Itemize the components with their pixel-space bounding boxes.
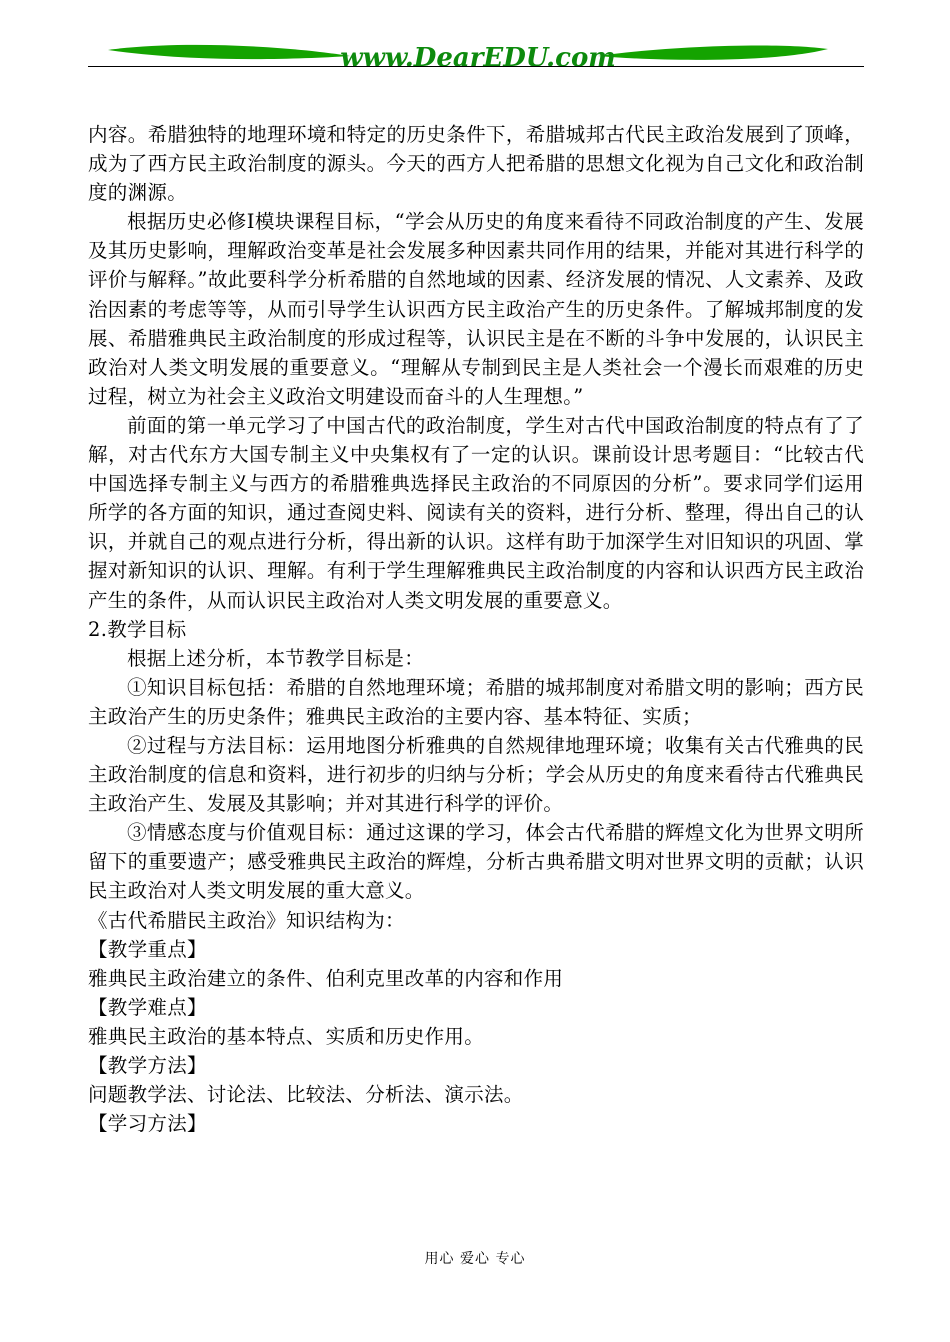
bracket-heading: 【教学难点】 <box>88 995 207 1019</box>
bracket-heading: 【教学方法】 <box>88 1054 207 1077</box>
section-heading: 2.教学目标 <box>88 617 187 641</box>
paragraph: 《古代希腊民主政治》知识结构为： <box>88 908 405 932</box>
site-logo-text: www.DearEDU.com <box>340 43 616 72</box>
header-rule <box>88 66 864 67</box>
paragraph: 根据历史必修Ⅰ模块课程目标，“学会从历史的角度来看待不同政治制度的产生、发展及其历史影响，理解政治变革是社会发展多种因素共同作用的结果，并能对其进行科学的评价与解释。”故此要科学分析希腊的自然地域的因素、经济发展的情况、人文素养、及政治因素的考虑等等，从而引导学生认识西方民主政治产生的历史条件。了解城邦制度的发展、希腊雅典民主政治制度的形成过程等，认识民主是在不断的斗争中发展的，认识民主政治对人类文明发展的重要意义。“理解从专制到民主是人类社会一个漫长而艰难的历史过程，树立为社会主义政治文明建设而奋斗的人生理想。” <box>88 210 864 408</box>
left-leaf-swoosh <box>108 45 350 59</box>
right-leaf-swoosh <box>598 45 828 59</box>
bracket-heading: 【学习方法】 <box>88 1112 207 1136</box>
objective-item: ②过程与方法目标：运用地图分析雅典的自然规律地理环境；收集有关古代雅典的民主政治制度的信息和资料，进行初步的归纳与分析；学会从历史的角度来看待古代雅典民主政治产生、发展及其影响；并对其进行科学的评价。 <box>88 733 864 816</box>
paragraph: 前面的第一单元学习了中国古代的政治制度，学生对古代中国政治制度的特点有了了解，对古代东方大国专制主义中央集权有了一定的认识。课前设计思考题目：“比较古代中国选择专制主义与西方的希腊雅典选择民主政治的不同原因的分析”。要求同学们运用所学的各方面的知识，通过查阅史料、阅读有关的资料，进行分析、整理，得出自己的认识，并就自己的观点进行分析，得出新的认识。这样有助于加深学生对旧知识的巩固、掌握对新知识的认识、理解。有利于学生理解雅典民主政治制度的内容和认识西方民主政治产生的条件，从而认识民主政治对人类文明发展的重要意义。 <box>88 413 864 612</box>
page-footer: 用心 爱心 专心 <box>424 1251 526 1267</box>
objective-item: ③情感态度与价值观目标：通过这课的学习，体会古代希腊的辉煌文化为世界文明所留下的重要遗产；感受雅典民主政治的辉煌，分析古典希腊文明对世界文明的贡献；认识民主政治对人类文明发展的重大意义。 <box>88 821 864 903</box>
paragraph: 雅典民主政治的基本特点、实质和历史作用。 <box>88 1024 485 1048</box>
bracket-heading: 【教学重点】 <box>88 937 207 961</box>
document-body <box>88 120 864 1138</box>
objective-item: ①知识目标包括：希腊的自然地理环境；希腊的城邦制度对希腊文明的影响；西方民主政治产生的历史条件；雅典民主政治的主要内容、基本特征、实质； <box>88 675 864 728</box>
paragraph: 内容。希腊独特的地理环境和特定的历史条件下，希腊城邦古代民主政治发展到了顶峰，成为了西方民主政治制度的源头。今天的西方人把希腊的思想文化视为自己文化和政治制度的渊源。 <box>88 123 864 205</box>
paragraph: 雅典民主政治建立的条件、伯利克里改革的内容和作用 <box>88 966 564 990</box>
paragraph: 问题教学法、讨论法、比较法、分析法、演示法。 <box>88 1083 524 1107</box>
paragraph: 根据上述分析，本节教学目标是： <box>127 646 425 670</box>
